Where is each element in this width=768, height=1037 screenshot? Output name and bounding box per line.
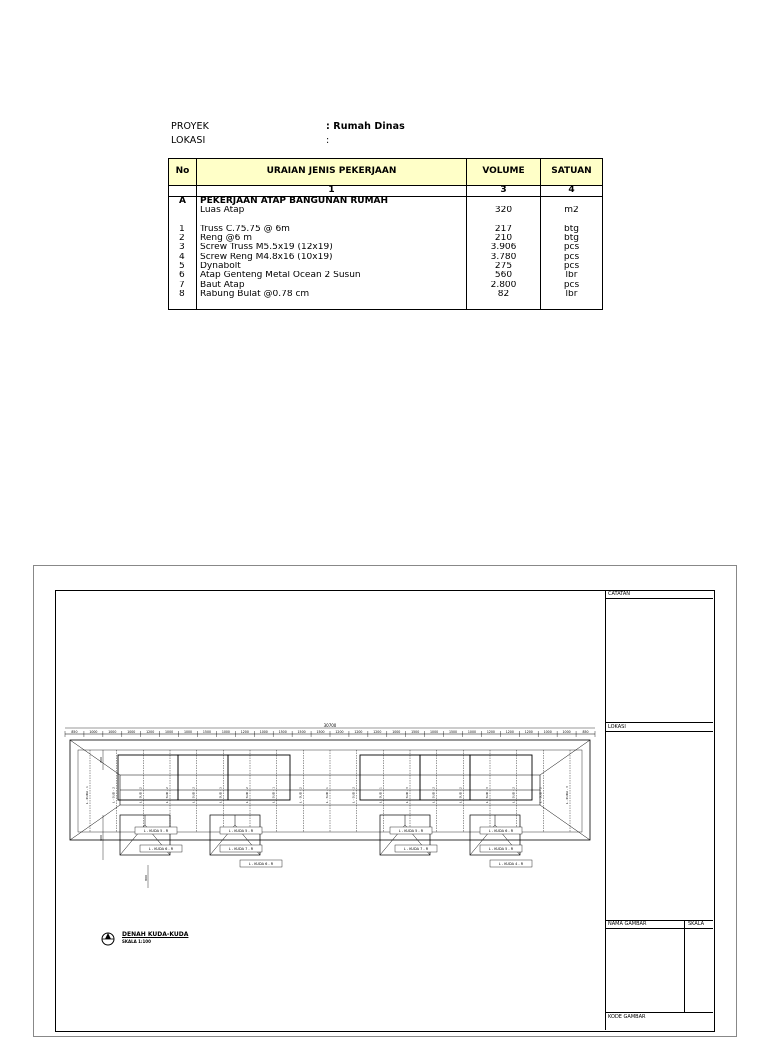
table-row: 4 Screw Reng M4.8x16 (10x19) 3.780 pcs [169,253,603,262]
drawing-title: DENAH KUDA-KUDA [122,931,189,938]
truss-label: L - SUD - 2 [511,787,516,803]
truss-label: L - SUD - 1 [325,787,329,803]
truss-label: L - SUD - 3 [485,787,489,803]
lokasi-value: : [326,135,330,146]
truss-label: L - SUD - 1 [378,787,383,803]
truss-label: L - SUD - 2 [298,787,303,803]
dimension-label: 1200 [505,730,514,734]
spacer-row [169,299,603,309]
proyek-value: : Rumah Dinas [326,121,405,132]
dimension-label: 850 [582,730,589,734]
truss-tag-label: L - KUDA 5 - R [228,829,254,833]
dimension-label: 1000 [467,730,477,734]
dimension-label: 1000 [108,730,117,734]
title-block [605,590,714,1030]
col-satuan: SATUAN [541,159,603,186]
dimension-label: 1000 [127,730,136,734]
lokasi-label: LOKASI [171,135,206,146]
dimension-label: 850 [71,730,78,734]
dimension-label: 1200 [486,730,495,734]
proyek-label: PROYEK [171,121,209,132]
dimension-label: 1000 [183,730,193,734]
dimension-label: 1200 [146,730,155,734]
truss-tag-label: L - KUDA 7 - R [403,847,429,851]
truss-label: L - SUD - 2 [458,787,463,803]
section-row: A PEKERJAAN ATAP BANGUNAN RUMAH [169,197,603,207]
truss-tag-label: L - KUDA 5 - R [143,829,169,833]
truss-label: L - SUD - 1 [271,787,276,803]
truss-tag-label: L - KUDA 6 - R [148,847,174,851]
dimension-label: 1000 [562,730,571,734]
dimension-label: 1200 [524,730,533,734]
wall-block [420,755,470,800]
truss-label: L - SUD - 2 [111,787,116,803]
roof-truss-plan [60,720,600,890]
wall-block [360,755,420,800]
table-row: 2 Reng @6 m 210 btg [169,234,603,243]
kode-gambar-label: KODE GAMBAR [608,1014,646,1020]
truss-label: L - SUD - 2 [245,787,249,803]
lokasi-line [171,135,330,146]
boq-table [168,158,603,310]
table-row: 3 Screw Truss M5.5x19 (12x19) 3.906 pcs [169,243,603,252]
dimension-label: 1000 [165,730,174,734]
side-dimension-label: 800 [144,875,148,881]
wall-block [470,755,532,800]
truss-label: L - SUD - 3 [405,787,409,803]
dimension-label: 1200 [354,730,363,734]
area-row: Luas Atap 320 m2 [169,206,603,215]
side-dimension-label: 400 [99,757,103,763]
truss-tag-label: L - KUDA 5 - R [488,847,514,851]
truss-tag-label: L - KUDA 5 - R [398,829,424,833]
col-volume: VOLUME [467,159,541,186]
column-number-row: 1 3 4 [169,186,603,197]
spacer-row [169,216,603,225]
dimension-label: 1500 [411,730,420,734]
dimension-label: 1200 [335,730,344,734]
truss-tag-label: L - KUDA 6 - R [488,829,514,833]
table-row: 1 Truss C.75.75 @ 6m 217 btg [169,225,603,234]
skala-label: SKALA [688,921,705,927]
dimension-label: 1000 [543,730,552,734]
dimension-label: 1500 [297,730,306,734]
table-row: 8 Rabung Bulat @0.78 cm 82 lbr [169,290,603,299]
truss-tag-label: L - KUDA 7 - R [228,847,254,851]
overall-dimension-label: 30700 [323,723,337,728]
wall-block [228,755,290,800]
truss-tag-label: L - KUDA 6 - R [248,862,274,866]
col-uraian: URAIAN JENIS PEKERJAAN [197,159,467,186]
dimension-label: 1500 [278,730,287,734]
dimension-label: 1000 [221,730,230,734]
truss-label: L - SUD - 2 [191,787,196,803]
drawing-scale: SKALA 1:100 [122,939,151,944]
dimension-label: 1500 [448,730,458,734]
truss-label: L - SUD - 2 [351,787,356,803]
drawing-title-mark [100,928,122,950]
truss-tag-label: L - KUDA 4 - R [498,862,524,866]
table-row: 7 Baut Atap 2.800 pcs [169,281,603,290]
nama-gambar-label: NAMA GAMBAR [608,921,647,927]
catatan-label: CATATAN [608,591,631,597]
dimension-label: 1000 [259,730,268,734]
dimension-label: 1500 [316,730,325,734]
side-dimension-label: 800 [99,835,103,841]
col-no: No [169,159,197,186]
truss-label: L - SUD - 2 [431,787,436,803]
wall-block [118,755,178,800]
truss-label: L - SUD - 3 [218,787,223,803]
dimension-label: 1000 [89,730,98,734]
truss-label: L - KUDA - 3 [565,786,569,804]
table-row: 5 Dynabolt 275 pcs [169,262,603,271]
dimension-label: 1500 [202,730,212,734]
truss-label: L - SUD - 2 [138,787,143,803]
dimension-label: 1200 [240,730,249,734]
lokasi-box-label: LOKASI [608,724,626,730]
dimension-label: 1000 [430,730,439,734]
dimension-label: 1200 [373,730,382,734]
truss-label: L - KUDA - 1 [85,786,89,804]
truss-label: L - SUD - 2 [538,787,543,803]
proyek-line [171,121,405,132]
table-row: 6 Atap Genteng Metal Ocean 2 Susun 560 lbr [169,271,603,280]
truss-label: L - SUD - 2 [165,787,169,803]
table-header-row [169,159,603,186]
dimension-label: 1000 [392,730,401,734]
